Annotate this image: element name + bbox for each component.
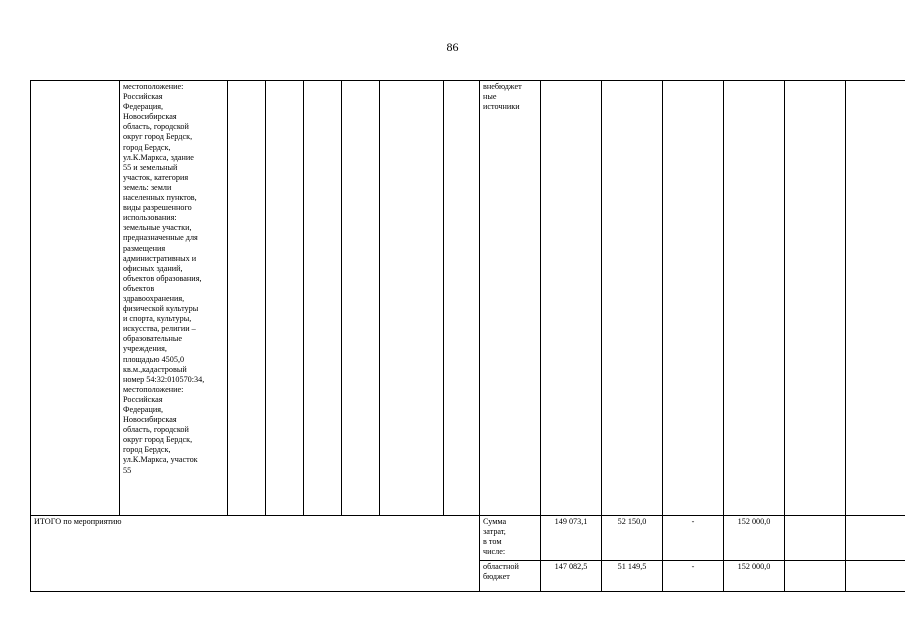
description-line: учреждения, bbox=[123, 344, 167, 354]
table-row-main bbox=[31, 81, 905, 516]
value-cell: 152 000,0 bbox=[724, 516, 785, 561]
description-line: округ город Бердск, bbox=[123, 132, 193, 142]
description-line: предназначенные для bbox=[123, 233, 198, 243]
description-line: Российская bbox=[123, 394, 163, 404]
funding-source bbox=[480, 561, 541, 592]
source-line: внебюджет bbox=[483, 82, 522, 91]
source-line: затрат, bbox=[483, 527, 506, 537]
cell-empty bbox=[846, 516, 905, 561]
value-cell: - bbox=[663, 561, 724, 592]
description-line: образовательные bbox=[123, 334, 182, 344]
value-cell: 51 149,5 bbox=[602, 561, 663, 592]
cell-empty-first bbox=[31, 81, 120, 516]
description-line: Российская bbox=[123, 92, 163, 102]
description-line: Федерация, bbox=[123, 405, 164, 414]
value-cell bbox=[785, 561, 846, 592]
source-line: числе: bbox=[483, 547, 506, 557]
value-cell: 147 082,5 bbox=[541, 561, 602, 592]
cell-empty bbox=[602, 81, 663, 516]
description-line: город Бердск, bbox=[123, 142, 171, 152]
funding-source bbox=[480, 81, 541, 516]
cell-empty bbox=[228, 81, 266, 516]
page-number: 86 bbox=[446, 40, 459, 54]
description-line: округ город Бердск, bbox=[123, 435, 193, 445]
cell-empty bbox=[724, 81, 785, 516]
description-line: область, городской bbox=[123, 425, 189, 435]
value-cell: 149 073,1 bbox=[541, 516, 602, 561]
description-line: город Бердск, bbox=[123, 445, 171, 455]
description-line: местоположение: bbox=[123, 82, 184, 91]
funding-source bbox=[480, 516, 541, 561]
cell-empty bbox=[785, 81, 846, 516]
cell-empty bbox=[266, 81, 304, 516]
object-description bbox=[120, 81, 228, 516]
description-line: земель: земли bbox=[123, 182, 172, 192]
description-line: местоположение: bbox=[123, 384, 184, 394]
description-line: площадью 4505,0 bbox=[123, 354, 185, 364]
value-cell: 52 150,0 bbox=[602, 516, 663, 561]
description-line: 55 и земельный bbox=[123, 162, 178, 172]
description-line: область, городской bbox=[123, 122, 189, 132]
cell-empty bbox=[541, 81, 602, 516]
cell-empty bbox=[444, 81, 480, 516]
value-cell: - bbox=[663, 516, 724, 561]
value-cell bbox=[785, 516, 846, 561]
description-line: размещения bbox=[123, 243, 166, 253]
source-line: в том bbox=[483, 537, 502, 547]
source-line: Сумма bbox=[483, 517, 507, 526]
description-line: ул.К.Маркса, здание bbox=[123, 152, 194, 162]
description-line: офисных зданий, bbox=[123, 263, 183, 273]
description-line: номер 54:32:010570:34, bbox=[123, 374, 205, 384]
description-line: искусства, религии – bbox=[123, 324, 196, 334]
description-line: земельные участки, bbox=[123, 223, 192, 233]
description-line: 55 bbox=[123, 465, 132, 475]
cell-empty bbox=[304, 81, 342, 516]
cell-empty bbox=[663, 81, 724, 516]
source-line: бюджет bbox=[483, 572, 510, 582]
description-line: объектов образования, bbox=[123, 273, 202, 283]
description-line: населенных пунктов, bbox=[123, 193, 197, 203]
cell-empty bbox=[342, 81, 380, 516]
description-line: Федерация, bbox=[123, 102, 164, 112]
description-line: объектов bbox=[123, 283, 155, 293]
description-line: кв.м.,кадастровый bbox=[123, 364, 187, 374]
budget-table bbox=[30, 80, 905, 592]
description-line: ул.К.Маркса, участок bbox=[123, 455, 198, 465]
table-row-total bbox=[31, 516, 905, 561]
value-cell: 152 000,0 bbox=[724, 561, 785, 592]
description-line: физической культуры bbox=[123, 304, 199, 314]
description-line: использования: bbox=[123, 213, 177, 223]
description-line: административных и bbox=[123, 253, 197, 263]
cell-empty bbox=[380, 81, 444, 516]
description-line: Новосибирская bbox=[123, 112, 177, 122]
description-line: виды разрешенного bbox=[123, 203, 192, 213]
source-line: источники bbox=[483, 102, 520, 112]
description-line: здравоохранения, bbox=[123, 293, 185, 303]
cell-empty bbox=[846, 561, 905, 592]
total-label: ИТОГО по мероприятию bbox=[31, 516, 480, 592]
description-line: участок, категория bbox=[123, 172, 189, 182]
source-line: ные bbox=[483, 92, 497, 102]
source-line: областной bbox=[483, 562, 519, 571]
description-line: Новосибирская bbox=[123, 415, 177, 425]
cell-empty bbox=[846, 81, 905, 516]
description-line: и спорта, культуры, bbox=[123, 314, 192, 324]
